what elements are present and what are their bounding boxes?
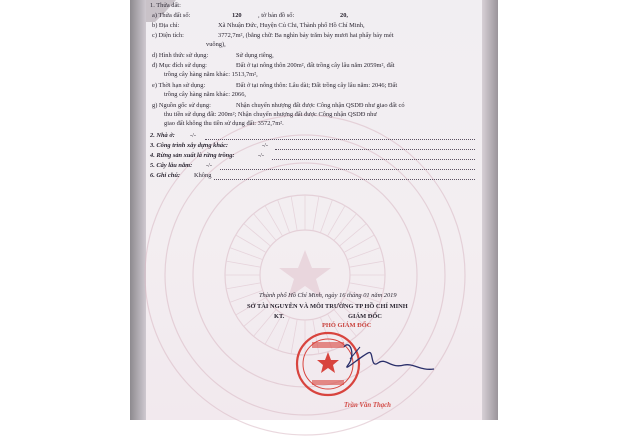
- section-other-works-label: 3. Công trình xây dựng khác:: [150, 142, 229, 149]
- section-other-works-value: -/-: [262, 142, 269, 149]
- deputy-director-title: PHÓ GIÁM ĐỐC: [322, 322, 372, 329]
- frame-right-edge: [482, 0, 498, 420]
- section-notes-label: 6. Ghi chú:: [150, 172, 181, 179]
- parcel-number-value: 120: [232, 12, 242, 19]
- place-date: Thành phố Hồ Chí Minh, ngày 16 tháng 01 năm 2019: [259, 292, 397, 299]
- section-1-header: 1. Thửa đất:: [150, 2, 181, 9]
- map-sheet-label: , tờ bản đồ số:: [258, 12, 295, 19]
- section-forest-value: -/-: [258, 152, 265, 159]
- section-house-dots: [205, 139, 475, 140]
- parcel-number-label: a) Thửa đất số:: [152, 12, 191, 19]
- origin-value-cont: thu tiền sử dụng đất: 200m²; Nhận chuyển nhượng đất được Công nhận QSDĐ như: [164, 111, 377, 118]
- origin-label: g) Nguồn gốc sử dụng:: [152, 102, 211, 109]
- area-value-cont: vuông),: [206, 41, 226, 48]
- area-value: 3772,7m², (bằng chữ: Ba nghìn bảy trăm bảy mươi hai phẩy bảy mét: [218, 32, 394, 39]
- origin-value-cont2: giao đất không thu tiền sử dụng đất: 3572,7m².: [164, 120, 284, 127]
- term-value: Đất ở tại nông thôn: Lâu dài; Đất trồng cây lâu năm: 2046; Đất: [236, 82, 398, 89]
- section-notes-value: Không: [194, 172, 212, 179]
- handwritten-signature: [330, 335, 440, 380]
- address-label: b) Địa chỉ:: [152, 22, 180, 29]
- section-forest-label: 4. Rừng sản xuất là rừng trồng:: [150, 152, 235, 159]
- origin-value: Nhận chuyển nhượng đất được Công nhận QSDĐ như giao đất có: [236, 102, 405, 109]
- section-forest-dots: [272, 159, 475, 160]
- address-value: Xã Nhuận Đức, Huyện Củ Chi, Thành phố Hồ Chí Minh,: [218, 22, 365, 29]
- usage-form-value: Sử dụng riêng,: [236, 52, 274, 59]
- section-other-works-dots: [275, 149, 475, 150]
- area-label: c) Diện tích:: [152, 32, 184, 39]
- section-trees-dots: [220, 169, 475, 170]
- term-value-cont: trồng cây hàng năm khác: 2066,: [164, 91, 246, 98]
- kt-prefix: KT.: [274, 313, 285, 320]
- map-sheet-value: 20,: [340, 12, 348, 19]
- signer-name: Trần Văn Thạch: [344, 402, 391, 409]
- section-trees-label: 5. Cây lâu năm:: [150, 162, 193, 169]
- purpose-label: đ) Mục đích sử dụng:: [152, 62, 207, 69]
- usage-form-label: d) Hình thức sử dụng:: [152, 52, 209, 59]
- purpose-value-cont: trồng cây hàng năm khác: 1513,7m²,: [164, 71, 258, 78]
- section-trees-value: -/-: [206, 162, 213, 169]
- section-notes-dots: [214, 179, 475, 180]
- section-house-value: -/-: [190, 132, 197, 139]
- purpose-value: Đất ở tại nông thôn 200m², đất trồng cây lâu năm 2059m², đất: [236, 62, 395, 69]
- issuing-authority: SỞ TÀI NGUYÊN VÀ MÔI TRƯỜNG TP HỒ CHÍ MINH: [247, 303, 408, 310]
- section-house-label: 2. Nhà ở:: [150, 132, 175, 139]
- director-title: GIÁM ĐỐC: [348, 313, 382, 320]
- term-label: e) Thời hạn sử dụng:: [152, 82, 206, 89]
